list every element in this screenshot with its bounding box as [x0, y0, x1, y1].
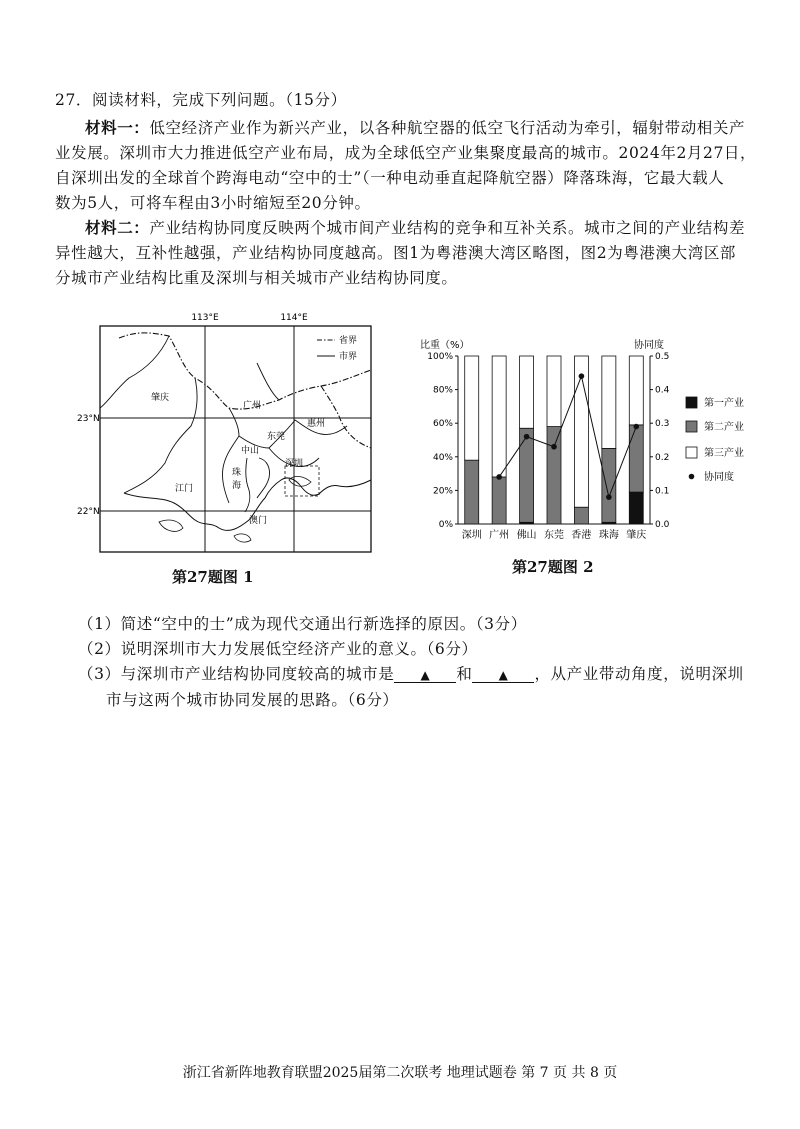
- city-boundary-3: [229, 408, 347, 448]
- y-tick-label-3: 60%: [432, 419, 453, 430]
- legend-label-2: 第三产业: [704, 448, 744, 459]
- blank-1-mark: ▲: [420, 668, 431, 682]
- legend-swatch-2: [686, 447, 697, 458]
- city-label-guangzhou: 广州: [243, 401, 262, 411]
- legend-swatch-3: [689, 474, 695, 480]
- sub-question-3-line-1: [78, 662, 744, 684]
- y2-tick-label-5: 0.5: [655, 352, 670, 362]
- material-2-label: 材料二：: [85, 218, 150, 237]
- bar-东莞-第二产业: [547, 427, 561, 524]
- bar-肇庆-第一产业: [629, 492, 643, 524]
- coordination-point-1: [496, 474, 502, 480]
- coordination-point-5: [606, 494, 612, 500]
- lon-label-113: 113°E: [191, 313, 219, 323]
- island-2: [234, 534, 251, 542]
- question-title: 27．阅读材料，完成下列问题。（15分）: [55, 91, 347, 109]
- city-label-dongguan: 东莞: [267, 432, 286, 442]
- answer-blank-2[interactable]: [472, 668, 534, 683]
- material-1-label: 材料一：: [85, 118, 150, 137]
- city-label-zhongshan: 中山: [241, 446, 260, 456]
- coordination-point-4: [579, 373, 585, 379]
- blank-2-mark: ▲: [498, 668, 509, 682]
- lat-label-23: 23°N: [77, 414, 100, 424]
- x-tick-label-5: 珠海: [598, 530, 619, 541]
- province-boundary-east: [321, 386, 371, 448]
- material-2-line-2: 异性越大，互补性越强，产业结构协同度越高。图1为粤港澳大湾区略图，图2为粤港澳大湾区部: [55, 244, 737, 262]
- bar-肇庆-第二产业: [629, 425, 643, 492]
- y-tick-label-1: 20%: [432, 486, 453, 497]
- x-tick-label-1: 广州: [489, 530, 510, 541]
- legend-label-3: 协同度: [704, 472, 734, 483]
- coordination-point-2: [524, 434, 530, 440]
- sub-question-3-and: 和: [456, 665, 473, 683]
- material-1-line-4: 数为5人，可将车程由3小时缩短至20分钟。: [55, 194, 371, 212]
- city-label-zhaoqing: 肇庆: [151, 393, 170, 403]
- y2-tick-label-2: 0.2: [655, 452, 670, 463]
- chart-figure: [420, 334, 780, 546]
- chart-y2label: 协同度: [634, 340, 664, 351]
- x-tick-label-0: 深圳: [461, 530, 482, 541]
- y-tick-label-0: 0%: [438, 520, 453, 530]
- legend-label-1: 第二产业: [704, 422, 744, 433]
- coordination-point-3: [551, 444, 557, 450]
- bar-深圳-第二产业: [465, 460, 479, 524]
- bar-佛山-第三产业: [520, 356, 534, 428]
- y2-tick-label-4: 0.4: [655, 385, 670, 396]
- y2-tick-label-0: 0.0: [655, 520, 670, 530]
- city-label-huizhou: 惠州: [307, 419, 326, 429]
- map-frame: [100, 326, 371, 552]
- legend-swatch-0: [686, 397, 697, 408]
- sub-question-3-text-a: （3）与深圳市产业结构协同度较高的城市是: [78, 665, 395, 683]
- coordination-point-6: [633, 424, 639, 430]
- bar-佛山-第二产业: [520, 428, 534, 522]
- city-label-zhuhai-2: 海: [232, 481, 242, 491]
- estuary: [257, 458, 270, 498]
- material-2-line-1: [85, 216, 745, 238]
- x-tick-label-6: 肇庆: [626, 530, 647, 541]
- y-tick-label-2: 40%: [432, 452, 453, 463]
- y-tick-label-5: 100%: [427, 352, 453, 362]
- y-tick-label-4: 80%: [432, 385, 453, 396]
- legend-city-label: 市界: [339, 352, 358, 362]
- sub-question-1: （1）简述“空中的士”成为现代交通出行新选择的原因。（3分）: [78, 615, 527, 633]
- bar-香港-第二产业: [574, 507, 588, 524]
- lon-label-114: 114°E: [280, 313, 308, 323]
- map-figure: [77, 308, 373, 554]
- material-2-text-1: 产业结构协同度反映两个城市间产业结构的竞争和互补关系。城市之间的产业结构差: [149, 219, 746, 237]
- material-2-line-3: 分城市产业结构比重及深圳与相关城市产业结构协同度。: [55, 269, 458, 287]
- y2-tick-label-3: 0.3: [655, 419, 670, 430]
- city-boundary-5: [257, 363, 279, 400]
- page-footer: 浙江省新阵地教育联盟2025届第二次联考 地理试题卷 第 7 页 共 8 页: [182, 1065, 618, 1081]
- bar-广州-第二产业: [492, 477, 506, 524]
- bar-珠海-第三产业: [602, 356, 616, 448]
- material-1-line-1: [85, 116, 745, 138]
- city-label-zhuhai-1: 珠: [232, 468, 242, 478]
- x-tick-label-4: 香港: [571, 530, 592, 541]
- material-1-line-3: 自深圳出发的全球首个跨海电动“空中的士”（一种电动垂直起降航空器）降落珠海，它最大载人: [55, 169, 725, 187]
- bar-深圳-第三产业: [465, 356, 479, 460]
- lat-label-22: 22°N: [77, 507, 100, 517]
- figure-1-caption: 第27题图 1: [172, 568, 254, 586]
- city-label-macau: 澳门: [249, 516, 268, 526]
- bar-广州-第三产业: [492, 356, 506, 477]
- bar-东莞-第三产业: [547, 356, 561, 427]
- sub-question-3-text-b: ，从产业带动角度，说明深圳: [534, 665, 744, 683]
- island-1: [159, 520, 183, 531]
- x-tick-label-2: 佛山: [516, 530, 537, 541]
- city-label-jiangmen: 江门: [175, 484, 194, 494]
- material-1-line-2: 业发展。深圳市大力推进低空产业布局，成为全球低空产业集聚度最高的城市。2024年2月27日，: [55, 144, 757, 162]
- legend-province-label: 省界: [339, 336, 358, 346]
- x-tick-label-3: 东莞: [544, 530, 564, 541]
- bar-肇庆-第三产业: [629, 356, 643, 425]
- city-boundary-7: [245, 458, 250, 512]
- legend-swatch-1: [686, 421, 697, 432]
- sub-question-3-line-2: 市与这两个城市协同发展的思路。（6分）: [106, 691, 399, 709]
- material-1-text-1: 低空经济产业作为新兴产业，以各种航空器的低空飞行活动为牵引，辐射带动相关产: [149, 119, 746, 137]
- sub-question-2: （2）说明深圳市大力发展低空经济产业的意义。（6分）: [78, 640, 478, 658]
- y2-tick-label-1: 0.1: [655, 486, 670, 497]
- legend-label-0: 第一产业: [704, 398, 744, 409]
- chart-ylabel: 比重（%）: [420, 340, 470, 351]
- figure-2-caption: 第27题图 2: [512, 558, 594, 576]
- answer-blank-1[interactable]: [394, 668, 456, 683]
- chart-plot: [427, 352, 744, 541]
- city-label-shenzhen: 深圳: [285, 459, 304, 469]
